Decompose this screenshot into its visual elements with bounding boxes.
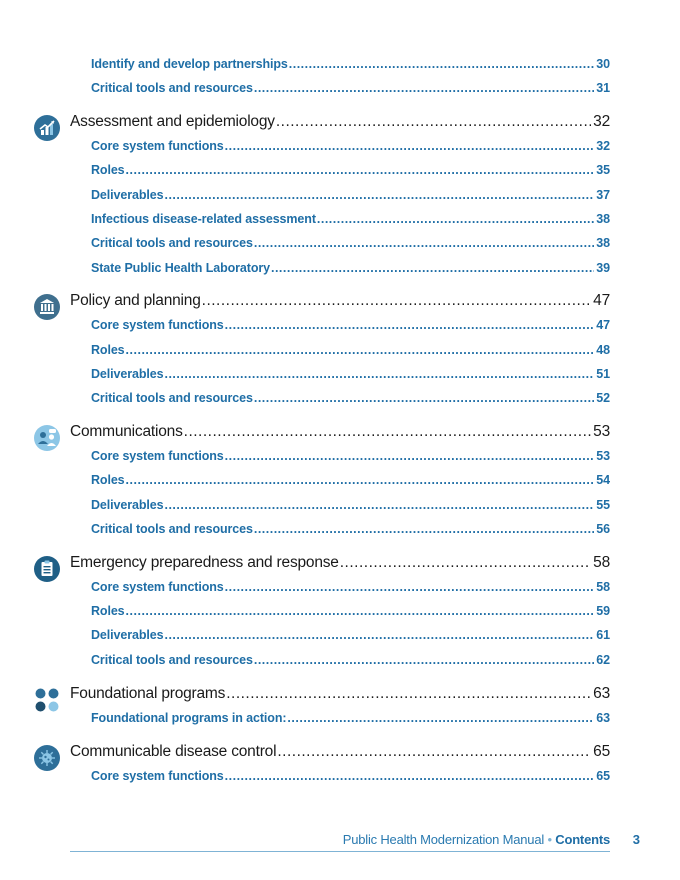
dot-leader — [254, 391, 594, 405]
toc-entry-title: Core system functions — [91, 449, 224, 463]
toc-entry-page: 37 — [596, 188, 610, 202]
toc-subsection-entry[interactable] — [91, 81, 610, 95]
toc-entry-page: 32 — [593, 113, 610, 130]
toc-entry-title: Roles — [91, 473, 125, 487]
toc-entry-title: Deliverables — [91, 188, 164, 202]
toc-subsection-entry[interactable] — [91, 212, 610, 226]
toc-entry-page: 47 — [596, 318, 610, 332]
toc-section-entry[interactable] — [70, 743, 610, 761]
toc-subsection-entry[interactable] — [91, 580, 610, 594]
toc-subsection-entry[interactable] — [91, 236, 610, 250]
toc-subsection-entry[interactable] — [91, 653, 610, 667]
toc-subsection-entry[interactable] — [91, 57, 610, 71]
toc-entry-title: Deliverables — [91, 498, 164, 512]
toc-entry-page: 58 — [596, 580, 610, 594]
dot-leader — [126, 473, 595, 487]
toc-entry-page: 55 — [596, 498, 610, 512]
toc-subsection-entry[interactable] — [91, 628, 610, 642]
toc-entry-title: State Public Health Laboratory — [91, 261, 270, 275]
four-dots-icon — [34, 687, 60, 713]
dot-leader — [184, 423, 592, 441]
toc-entry-page: 52 — [596, 391, 610, 405]
dot-leader — [225, 318, 595, 332]
toc-subsection-entry[interactable] — [91, 139, 610, 153]
toc-subsection-entry[interactable] — [91, 391, 610, 405]
footer-separator: • — [547, 832, 552, 847]
dot-leader — [254, 522, 594, 536]
toc-entry-page: 32 — [596, 139, 610, 153]
toc-entry-page: 65 — [593, 743, 610, 760]
toc-entry-title: Critical tools and resources — [91, 81, 253, 95]
toc-entry-page: 56 — [596, 522, 610, 536]
toc-entry-title: Deliverables — [91, 628, 164, 642]
toc-entry-title: Communications — [70, 423, 183, 440]
dot-leader — [126, 604, 595, 618]
toc-entry-title: Core system functions — [91, 769, 224, 783]
toc-section-entry[interactable] — [70, 685, 610, 703]
toc-entry-page: 65 — [596, 769, 610, 783]
toc-entry-title: Core system functions — [91, 139, 224, 153]
toc-entry-title: Infectious disease-related assessment — [91, 212, 316, 226]
toc-entry-page: 53 — [596, 449, 610, 463]
clipboard-checklist-icon — [34, 556, 60, 582]
dot-leader — [126, 163, 595, 177]
dot-leader — [340, 554, 591, 572]
toc-entry-page: 58 — [593, 554, 610, 571]
toc-section-entry[interactable] — [70, 423, 610, 441]
toc-subsection-entry[interactable] — [91, 473, 610, 487]
toc-entry-page: 62 — [596, 653, 610, 667]
toc-subsection-entry[interactable] — [91, 343, 610, 357]
toc-entry-title: Core system functions — [91, 580, 224, 594]
dot-leader — [254, 236, 594, 250]
virus-icon — [34, 745, 60, 771]
toc-entry-title: Policy and planning — [70, 292, 201, 309]
toc-subsection-entry[interactable] — [91, 367, 610, 381]
toc-entry-page: 35 — [596, 163, 610, 177]
toc-entry-title: Emergency preparedness and response — [70, 554, 339, 571]
dot-leader — [287, 711, 594, 725]
toc-entry-page: 51 — [596, 367, 610, 381]
toc-entry-page: 39 — [596, 261, 610, 275]
toc-entry-title: Roles — [91, 163, 125, 177]
toc-entry-title: Core system functions — [91, 318, 224, 332]
toc-subsection-entry[interactable] — [91, 711, 610, 725]
dot-leader — [254, 81, 594, 95]
dot-leader — [225, 580, 595, 594]
page-number: 3 — [632, 832, 640, 847]
toc-entry-title: Deliverables — [91, 367, 164, 381]
toc-entry-page: 38 — [596, 236, 610, 250]
dot-leader — [276, 113, 591, 131]
toc-entry-page: 48 — [596, 343, 610, 357]
dot-leader — [317, 212, 594, 226]
toc-subsection-entry[interactable] — [91, 188, 610, 202]
toc-entry-title: Roles — [91, 343, 125, 357]
toc-entry-page: 30 — [596, 57, 610, 71]
dot-leader — [225, 769, 595, 783]
toc-entry-title: Critical tools and resources — [91, 236, 253, 250]
toc-entry-title: Foundational programs in action: — [91, 711, 287, 725]
toc-subsection-entry[interactable] — [91, 604, 610, 618]
toc-subsection-entry[interactable] — [91, 522, 610, 536]
toc-entry-title: Critical tools and resources — [91, 391, 253, 405]
toc-entry-title: Assessment and epidemiology — [70, 113, 275, 130]
dot-leader — [225, 139, 595, 153]
toc-subsection-entry[interactable] — [91, 449, 610, 463]
toc-section-entry[interactable] — [70, 292, 610, 310]
toc-entry-title: Roles — [91, 604, 125, 618]
chart-trend-icon — [34, 115, 60, 141]
toc-subsection-entry[interactable] — [91, 318, 610, 332]
dot-leader — [277, 743, 591, 761]
toc-subsection-entry[interactable] — [91, 498, 610, 512]
footer-section: Contents — [555, 832, 610, 847]
toc-entry-title: Foundational programs — [70, 685, 226, 702]
dot-leader — [202, 292, 592, 310]
toc-entry-page: 31 — [596, 81, 610, 95]
toc-entry-title: Identify and develop partnerships — [91, 57, 288, 71]
dot-leader — [126, 343, 595, 357]
toc-subsection-entry[interactable] — [91, 769, 610, 783]
dot-leader — [225, 449, 595, 463]
footer-rule — [70, 851, 610, 852]
dot-leader — [164, 628, 594, 642]
footer-title — [343, 832, 610, 847]
manual-title: Public Health Modernization Manual — [342, 832, 545, 847]
toc-entry-page: 61 — [596, 628, 610, 642]
toc-entry-title: Critical tools and resources — [91, 522, 253, 536]
toc-entry-page: 63 — [596, 711, 610, 725]
toc-entry-page: 54 — [596, 473, 610, 487]
dot-leader — [271, 261, 594, 275]
toc-section-entry[interactable] — [70, 554, 610, 572]
page-footer — [70, 832, 640, 852]
dot-leader — [164, 367, 594, 381]
toc-entry-page: 63 — [593, 685, 610, 702]
people-talking-icon — [34, 425, 60, 451]
toc-entry-title: Critical tools and resources — [91, 653, 253, 667]
dot-leader — [226, 685, 591, 703]
toc-subsection-entry[interactable] — [91, 261, 610, 275]
dot-leader — [164, 188, 594, 202]
toc-entry-page: 53 — [593, 423, 610, 440]
dot-leader — [289, 57, 595, 71]
toc-entry-page: 38 — [596, 212, 610, 226]
dot-leader — [254, 653, 594, 667]
toc-entry-page: 47 — [593, 292, 610, 309]
toc-section-entry[interactable] — [70, 113, 610, 131]
dot-leader — [164, 498, 594, 512]
toc-subsection-entry[interactable] — [91, 163, 610, 177]
toc-entry-title: Communicable disease control — [70, 743, 277, 760]
toc-entry-page: 59 — [596, 604, 610, 618]
capitol-building-icon — [34, 294, 60, 320]
